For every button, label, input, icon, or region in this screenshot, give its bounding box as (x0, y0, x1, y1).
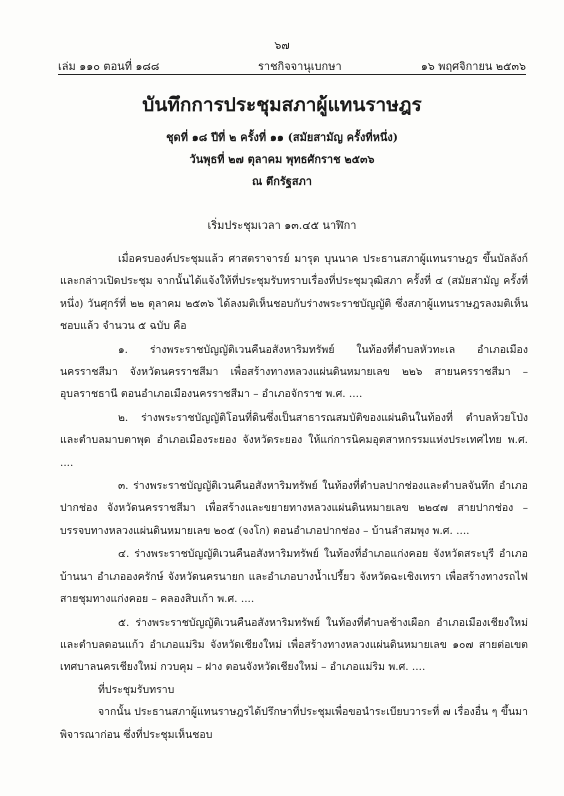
publication-name: ราชกิจจานุเบกษา (258, 60, 342, 73)
bill-item-1: ๑. ร่างพระราชบัญญัติเวนคืนอสังหาริมทรัพย์ ในท้องที่ตำบลหัวทะเล อำเภอเมืองนครราชสีมา จังหวัดนครราชสีมา เพื่อสร้างทางหลวงแผ่นดินหมายเลข ๒๒๖ สายนครราชสีมา – อุบลราชธานี ตอนอำเภอเมืองนครราชสีมา – อำเภอจักราช พ.ศ. .... (60, 343, 528, 401)
date-line: วันพุธที่ ๒๗ ตุลาคม พุทธศักราช ๒๕๓๖ (189, 153, 375, 166)
session-line: ชุดที่ ๑๘ ปีที่ ๒ ครั้งที่ ๑๑ (สมัยสามัญ ครั้งที่หนึ่ง) (166, 131, 398, 144)
page-number: ๖๗ (274, 39, 290, 52)
bill-item-2: ๒. ร่างพระราชบัญญัติโอนที่ดินซึ่งเป็นสาธารณสมบัติของแผ่นดินในท้องที่ ตำบลห้วยโป่ง และตำบลมาบตาพุด อำเภอเมืองระยอง จังหวัดระยอง ให้แก่การนิคมอุตสาหกรรมแห่งประเทศไทย พ.ศ. .... (60, 411, 528, 469)
publication-date: ๑๖ พฤศจิกายน ๒๕๓๖ (420, 60, 526, 73)
start-time: เริ่มประชุมเวลา ๑๓.๔๕ นาฬิกา (207, 219, 357, 232)
bill-item-4: ๔. ร่างพระราชบัญญัติเวนคืนอสังหาริมทรัพย์ ในท้องที่อำเภอแก่งคอย จังหวัดสระบุรี อำเภอบ้านนา อำเภอองครักษ์ จังหวัดนครนายก และอำเภอบางน้ำเปรี้ยว จังหวัดฉะเชิงเทรา เพื่อสร้างทางรถไฟสายชุมทางแก่งคอย – คลองสิบเก้า พ.ศ. .... (60, 548, 528, 606)
bill-item-5: ๕. ร่างพระราชบัญญัติเวนคืนอสังหาริมทรัพย์ ในท้องที่ตำบลช้างเผือก อำเภอเมืองเชียงใหม่ และตำบลดอนแก้ว อำเภอแม่ริม จังหวัดเชียงใหม่ เพื่อสร้างทางหลวงแผ่นดินหมายเลข ๑๐๗ สายต่อเขตเทศบาลนครเชียงใหม่ กวบคุม – ฝาง ตอนจังหวัดเชียงใหม่ – อำเภอแม่ริม พ.ศ. .... (60, 616, 528, 674)
document-title: บันทึกการประชุมสภาผู้แทนราษฎร (142, 94, 422, 116)
bill-item-3: ๓. ร่างพระราชบัญญัติเวนคืนอสังหาริมทรัพย์ ในท้องที่ตำบลปากช่องและตำบลจันทึก อำเภอปากช่อง จังหวัดนครราชสีมา เพื่อสร้างและขยายทางหลวงแผ่นดินหมายเลข ๒๒๔๗ สายปากช่อง – บรรจบทางหลวงแผ่นดินหมายเลข ๒๐๕ (จงโก) ตอนอำเภอปากช่อง – บ้านลำสมพุง พ.ศ. .... (60, 480, 528, 537)
document-body (60, 248, 528, 746)
intro-paragraph: เมื่อครบองค์ประชุมแล้ว ศาสตราจารย์ มารุต บุนนาค ประธานสภาผู้แทนราษฎร ขึ้นบัลลังก์ และกล่าวเปิดประชุม จากนั้นได้แจ้งให้ที่ประชุมรับทราบเรื่องที่ประชุมวุฒิสภา ครั้งที่ ๔ (สมัยสามัญ ครั้งที่หนึ่ง) วันศุกร์ที่ ๒๒ ตุลาคม ๒๕๓๖ ได้ลงมติเห็นชอบกับร่างพระราชบัญญัติ ซึ่งสภาผู้แทนราษฎรลงมติเห็นชอบแล้ว จำนวน ๕ ฉบับ คือ (60, 253, 528, 333)
venue-line: ณ ตึกรัฐสภา (252, 175, 312, 188)
acknowledged-line: ที่ประชุมรับทราบ (98, 683, 175, 696)
volume-issue: เล่ม ๑๑๐ ตอนที่ ๑๘๘ (58, 60, 160, 73)
header-rule (58, 74, 526, 75)
closing-paragraph: จากนั้น ประธานสภาผู้แทนราษฎรได้ปรึกษาที่ประชุมเพื่อขอนำระเบียบวาระที่ ๗ เรื่องอื่น ๆ ขึ้นมาพิจารณาก่อน ซึ่งที่ประชุมเห็นชอบ (60, 706, 528, 741)
